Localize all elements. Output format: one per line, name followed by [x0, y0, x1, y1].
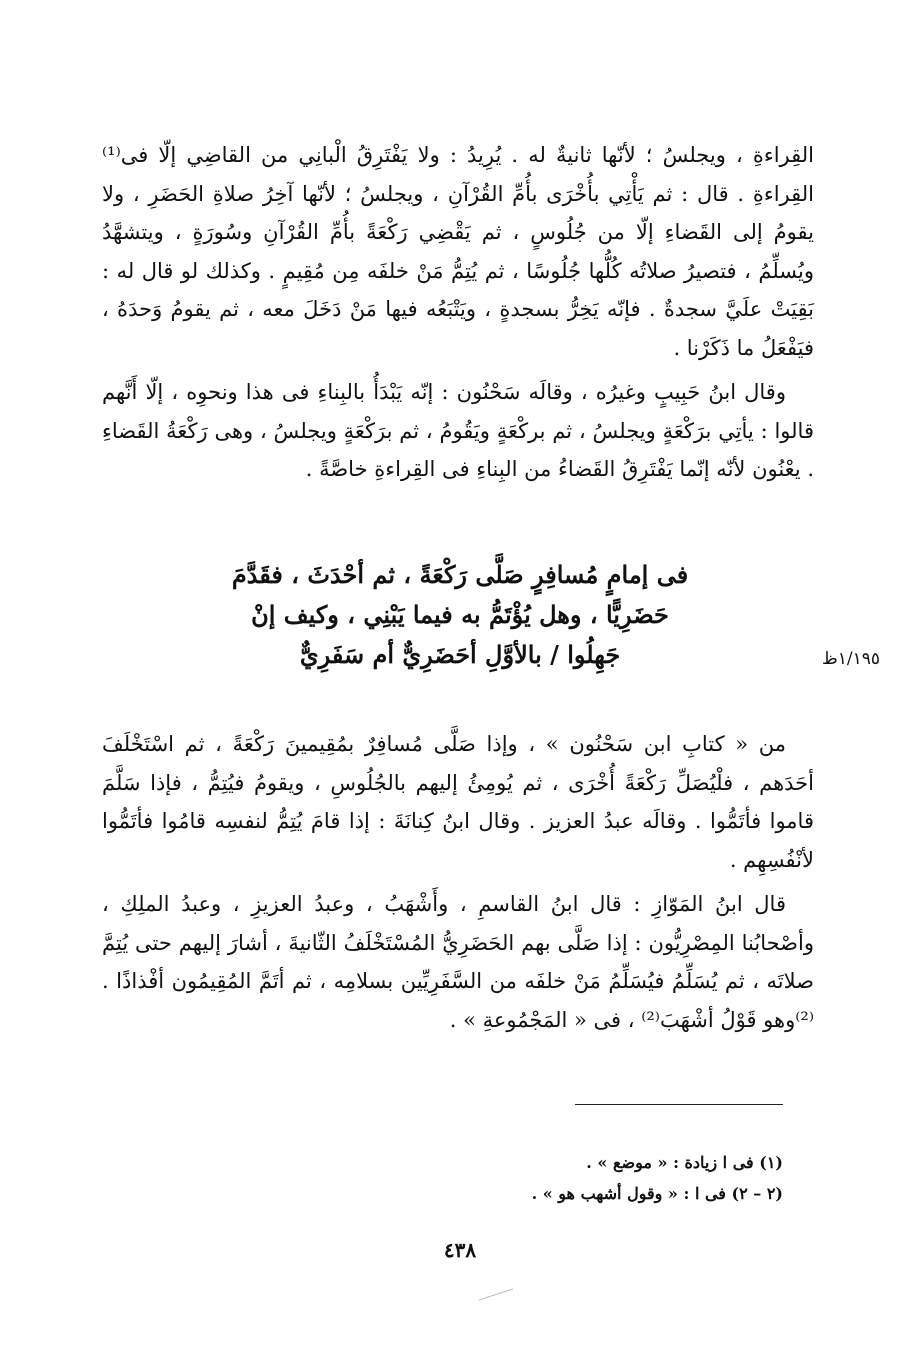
- footnotes: [300, 1147, 783, 1209]
- manuscript-folio-reference: ١/١٩٥ظ: [822, 649, 880, 669]
- footnote: (٢ – ٢) فى ا : « وقول أشهب هو » .: [531, 1184, 783, 1203]
- footnote-divider: [575, 1104, 783, 1105]
- body-text-bottom: [102, 725, 814, 1039]
- scan-artifact: [479, 1288, 514, 1300]
- body-text-top: [102, 136, 814, 489]
- paragraph: القِراءةِ ، ويجلسُ ؛ لأنّها ثانيةٌ له . يُرِيدُ : ولا يَفْتَرِقُ الْبانِي من القاضِي إلّا فى⁽¹⁾ القِراءةِ . قال : ثم يَأْتِي بأُخْرَى بأُمِّ القُرْآنِ ، ويجلسُ ؛ لأنّها آخِرُ صلاةِ الحَضَرِ ، ولا يقومُ إلى القَضاءِ إلّا من جُلُوسٍ ، ثم يَقْضِي رَكْعَةً بأُمِّ القُرْآنِ وسُورَةٍ ، ويتشهَّدُ ويُسلِّمُ ، فتصيرُ صلاتُه كُلُّها جُلُوسًا ، ثم يُتِمُّ مَنْ خلفَه مِن مُقِيمٍ . وكذلك لو قال له : بَقِيَتْ علَيَّ سجدةٌ . فإنّه يَخِرُّ بسجدةٍ ، ويَتْبَعُه فيها مَنْ دَخَلَ معه ، ثم يقومُ وَحدَهُ ، فيَفْعَلُ ما ذَكَرْنا .: [102, 143, 814, 360]
- heading-line: حَضَرِيًّا ، وهل يُؤْتَمُّ به فيما يَبْنِي ، وكيف إنْ: [251, 600, 669, 629]
- paragraph: وقال ابنُ حَبِيبٍ وغيرُه ، وقالَه سَحْنُون : إنّه يَبْدَأُ بالبِناءِ فى هذا ونحوِه ، إلّا أَنَّهم قالوا : يأتِي برَكْعَةٍ ويجلسُ ، ثم بركْعَةٍ ويَقُومُ ، ثم برَكْعَةٍ ويجلسُ ، وهى رَكْعَةُ القَضاءِ . يعْنُون لأنّه إنّما يَفْتَرِقُ القَضاءُ من البِناءِ فى القِراءةِ خاصَّةً .: [102, 380, 814, 481]
- paragraph: من « كتابِ ابن سَحْنُون » ، وإذا صَلَّى مُسافِرٌ بمُقِيمينَ رَكْعَةً ، ثم اسْتَخْلَفَ أحَدَهم ، فلْيُصَلِّ رَكْعَةً أُخْرَى ، ثم يُومِئُ إليهم بالجُلُوسِ ، ويقومُ فيُتِمُّ ، فإذا سَلَّمَ قاموا فأتَمُّوا . وقالَه عبدُ العزيز . وقال ابنُ كِنانَةَ : إذا قامَ يُتِمُّ لنفسِه قامُوا فأتَمُّوا لأنْفُسِهِم .: [102, 732, 814, 872]
- section-heading: [150, 555, 770, 675]
- footnote: (١) فى ا زيادة : « موضع » .: [586, 1153, 783, 1172]
- heading-line: جَهِلُوا / بالأوَّلِ أحَضَرِيٌّ أم سَفَرِيٌّ: [299, 640, 621, 669]
- paragraph: قال ابنُ المَوّازِ : قال ابنُ القاسمِ ، وأَشْهَبُ ، وعبدُ العزيزِ ، وعبدُ الملِكِ ، وأصْحابُنا المِصْرِيُّون : إذا صَلَّى بهم الحَضَرِيُّ المُسْتَخْلَفُ الثّانيةَ ، أشارَ إليهم حتى يُتِمَّ صلاتَه ، ثم يُسَلِّمُ فيُسَلِّمُ مَنْ خلفَه من السَّفَرِيِّين بسلامِه ، ثم أتَمَّ المُقِيمُون أفْذاذًا . ⁽²⁾وهو قَوْلُ أشْهَبَ⁽²⁾ ، فى « المَجْمُوعةِ » .: [102, 892, 814, 1032]
- page-number: ٤٣٨: [443, 1238, 477, 1262]
- heading-line: فى إمامٍ مُسافِرٍ صَلَّى رَكْعَةً ، ثم أحْدَثَ ، فقَدَّمَ: [231, 560, 689, 589]
